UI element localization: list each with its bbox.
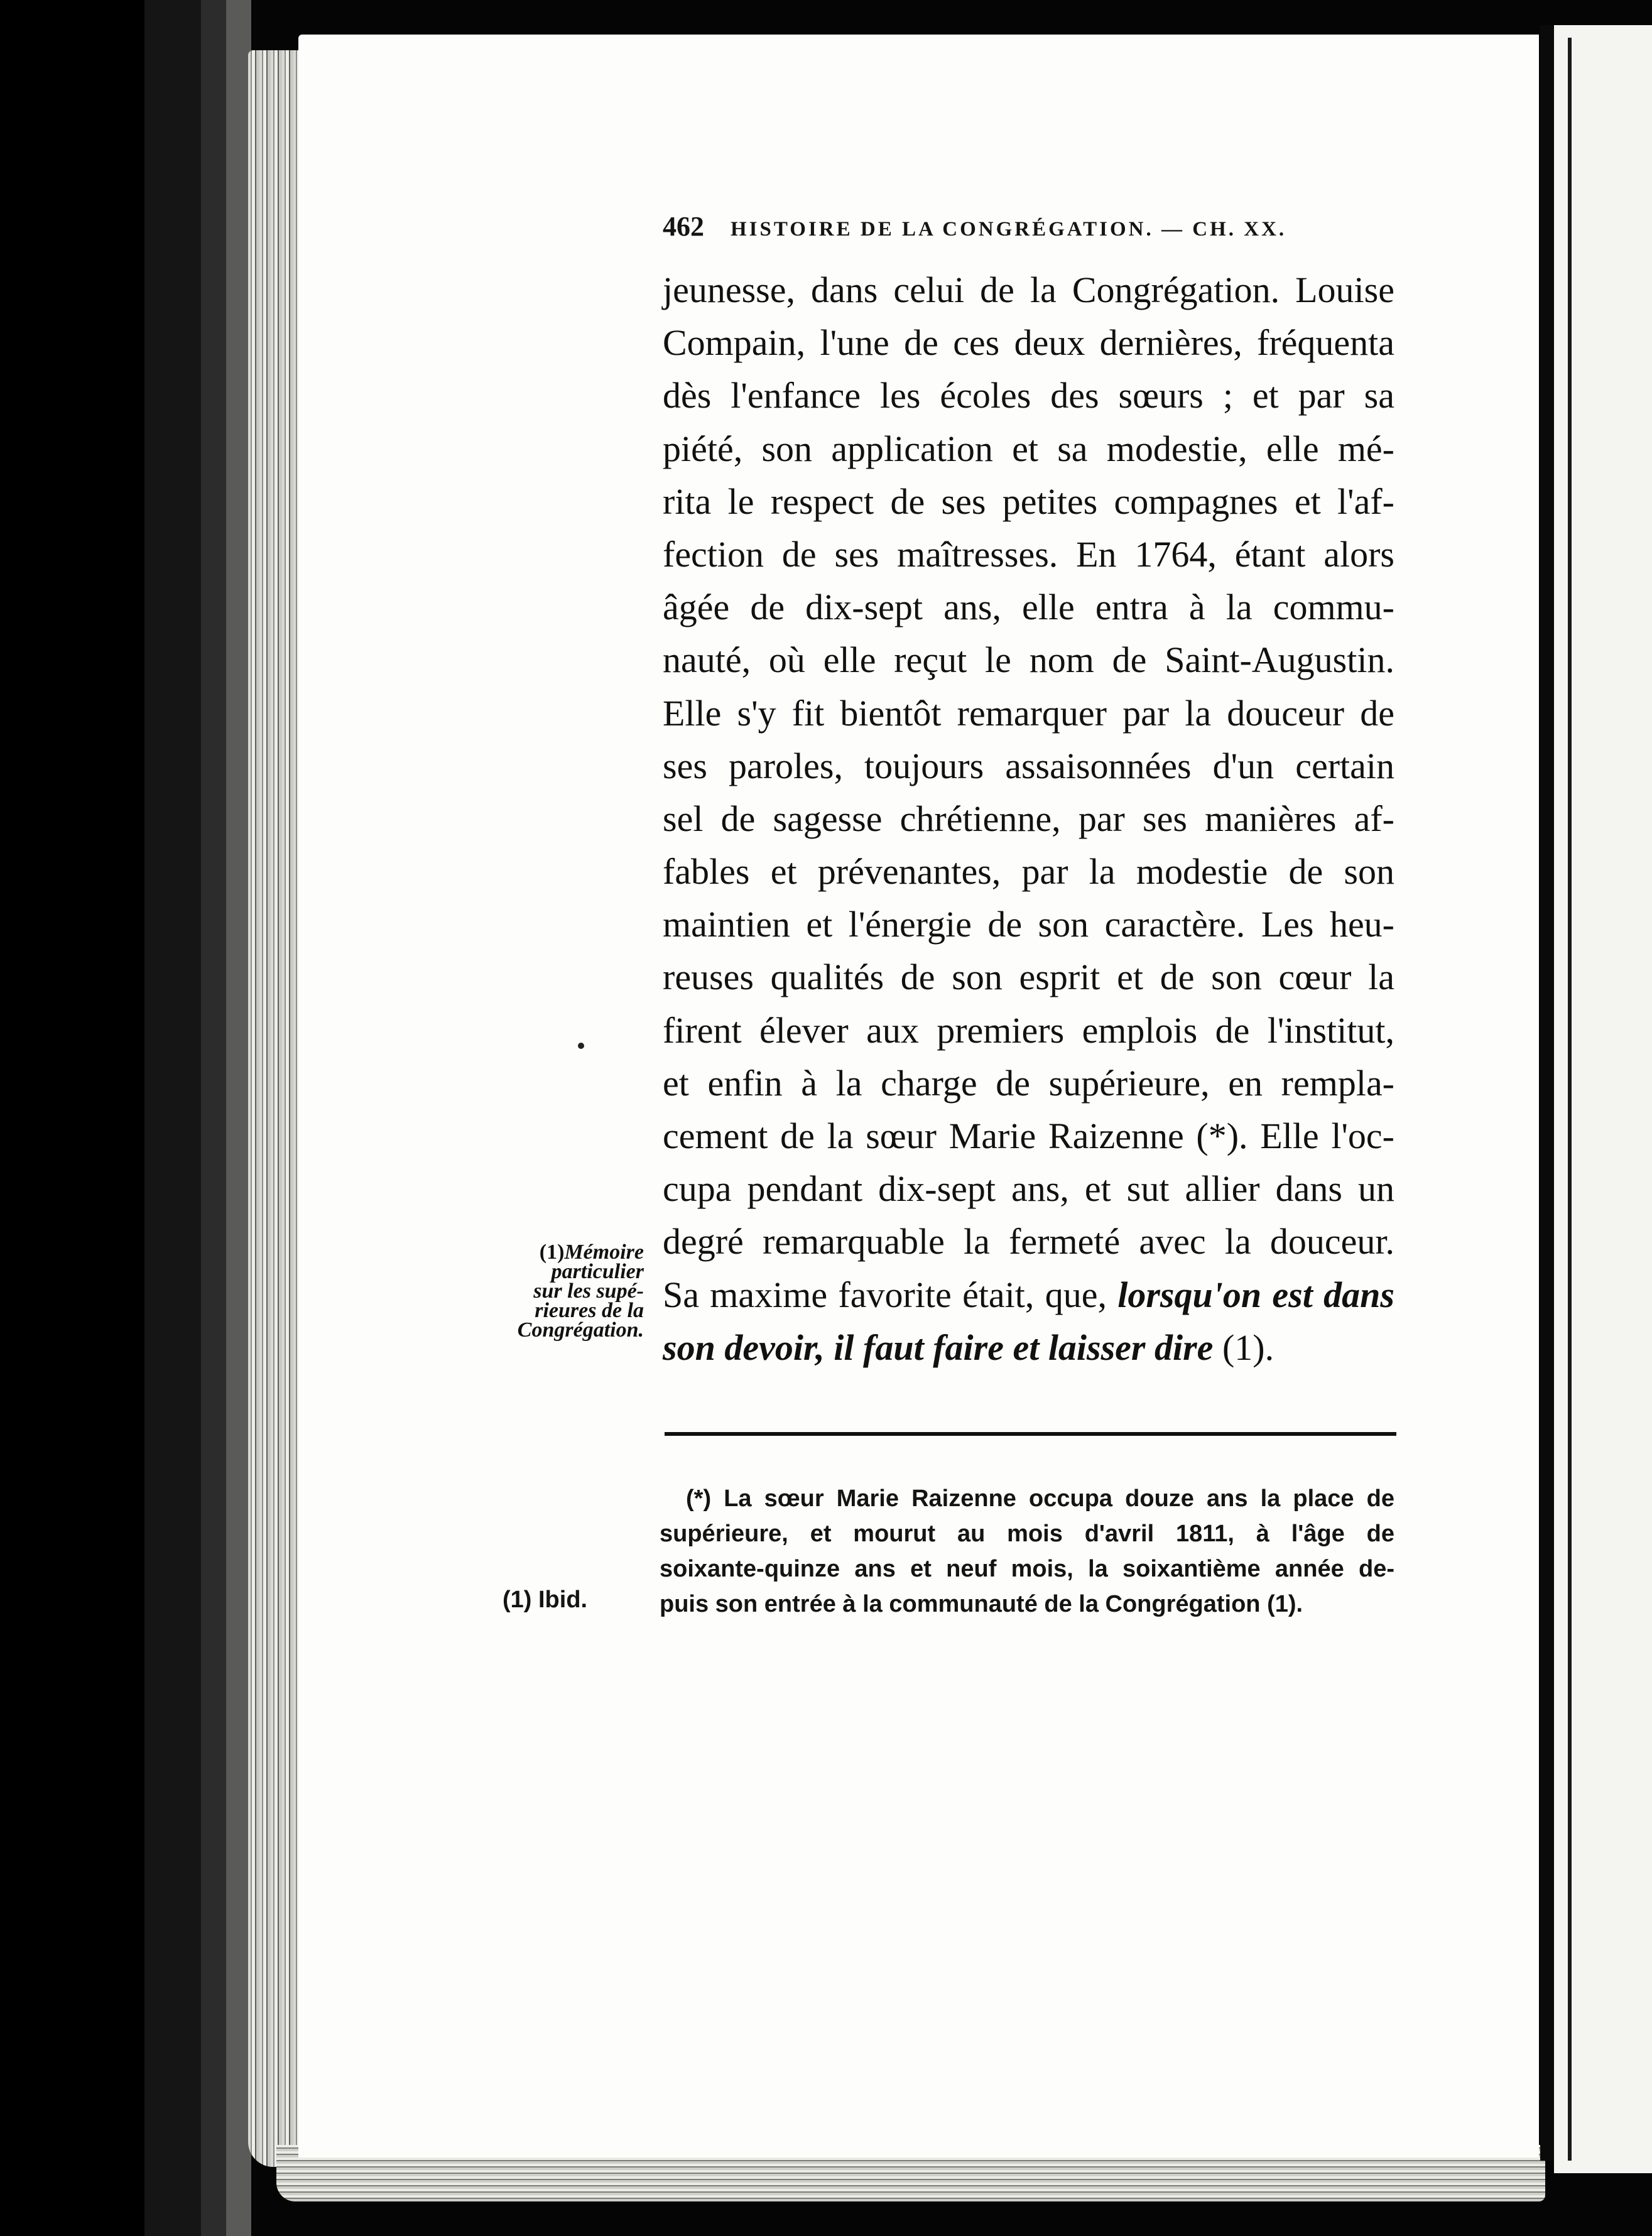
page-number: 462 bbox=[663, 211, 704, 242]
text-line: dès l'enfance les écoles des sœurs ; et par sa bbox=[663, 375, 1394, 416]
body-text bbox=[663, 264, 1394, 1374]
book-gutter-shadow bbox=[0, 0, 251, 2236]
maxim-italic: son devoir, il faut faire et laisser dire bbox=[663, 1327, 1214, 1368]
running-head bbox=[663, 210, 1302, 242]
text-line: jeunesse, dans celui de la Congrégation. Louise bbox=[663, 269, 1394, 310]
text-line: cement de la sœur Marie Raizenne (*). Elle l'oc- bbox=[663, 1115, 1394, 1156]
text-line bbox=[663, 1269, 1394, 1322]
text-line: ses paroles, toujours assaisonnées d'un certain bbox=[663, 745, 1394, 786]
page-divider bbox=[1540, 25, 1554, 2161]
note-reference: (1). bbox=[1213, 1327, 1274, 1368]
text-line: âgée de dix-sept ans, elle entra à la commu- bbox=[663, 587, 1394, 628]
text-line: Compain, l'une de ces deux dernières, fréquenta bbox=[663, 322, 1394, 364]
margin-note-line: Congrégation. bbox=[517, 1318, 644, 1342]
text-line: nauté, où elle reçut le nom de Saint-Augustin. bbox=[663, 639, 1394, 681]
footnote-line: supérieure, et mourut au mois d'avril 1811, à l'âge de bbox=[660, 1521, 1394, 1547]
footnote bbox=[660, 1481, 1394, 1622]
text-line: firent élever aux premiers emplois de l'institut, bbox=[663, 1009, 1394, 1051]
text-line: sel de sagesse chrétienne, par ses manières af- bbox=[663, 798, 1394, 839]
text-line: piété, son application et sa modestie, elle mé- bbox=[663, 428, 1394, 469]
text-line: rita le respect de ses petites compagnes et l'af- bbox=[663, 480, 1394, 522]
margin-speck bbox=[578, 1043, 584, 1049]
page-edges bbox=[248, 50, 305, 2167]
margin-note-line: rieures de la bbox=[535, 1299, 644, 1322]
text-line-roman: Sa maxime favorite était, que, bbox=[663, 1274, 1118, 1315]
text-line bbox=[663, 1322, 1394, 1374]
footnote-line: puis son entrée à la communauté de la Congrégation (1). bbox=[660, 1591, 1303, 1617]
text-line: et enfin à la charge de supérieure, en rempla- bbox=[663, 1062, 1394, 1104]
text-line: cupa pendant dix-sept ans, et sut allier dans un bbox=[663, 1168, 1394, 1210]
margin-footnote: (1) Ibid. bbox=[503, 1587, 588, 1613]
text-line: Elle s'y fit bientôt remarquer par la douceur de bbox=[663, 692, 1394, 734]
running-head-title: HISTOIRE DE LA CONGRÉGATION. — CH. XX. bbox=[731, 218, 1287, 241]
facing-page-edge bbox=[1568, 38, 1572, 2161]
footnote-rule bbox=[665, 1432, 1396, 1436]
text-line: degré remarquable la fermeté avec la douceur. bbox=[663, 1221, 1394, 1262]
text-line: reuses qualités de son esprit et de son cœur la bbox=[663, 957, 1394, 998]
margin-note-text: Mémoire bbox=[564, 1240, 644, 1264]
text-line: fables et prévenantes, par la modestie de son bbox=[663, 851, 1394, 893]
footnote-line: soixante-quinze ans et neuf mois, la soixantième année de- bbox=[660, 1556, 1394, 1582]
margin-note-line: sur les supé- bbox=[533, 1279, 644, 1303]
footnote-line: (*) La sœur Marie Raizenne occupa douze ans la place de bbox=[686, 1485, 1394, 1512]
text-line: fection de ses maîtresses. En 1764, étant alors bbox=[663, 533, 1394, 575]
maxim-italic: lorsqu'on est dans bbox=[1117, 1274, 1394, 1315]
margin-note-ref: (1) bbox=[539, 1240, 565, 1264]
margin-note-line: particulier bbox=[551, 1260, 644, 1283]
text-line: maintien et l'énergie de son caractère. Les heu- bbox=[663, 904, 1394, 945]
margin-note-line bbox=[462, 1242, 644, 1262]
margin-note bbox=[462, 1242, 644, 1340]
